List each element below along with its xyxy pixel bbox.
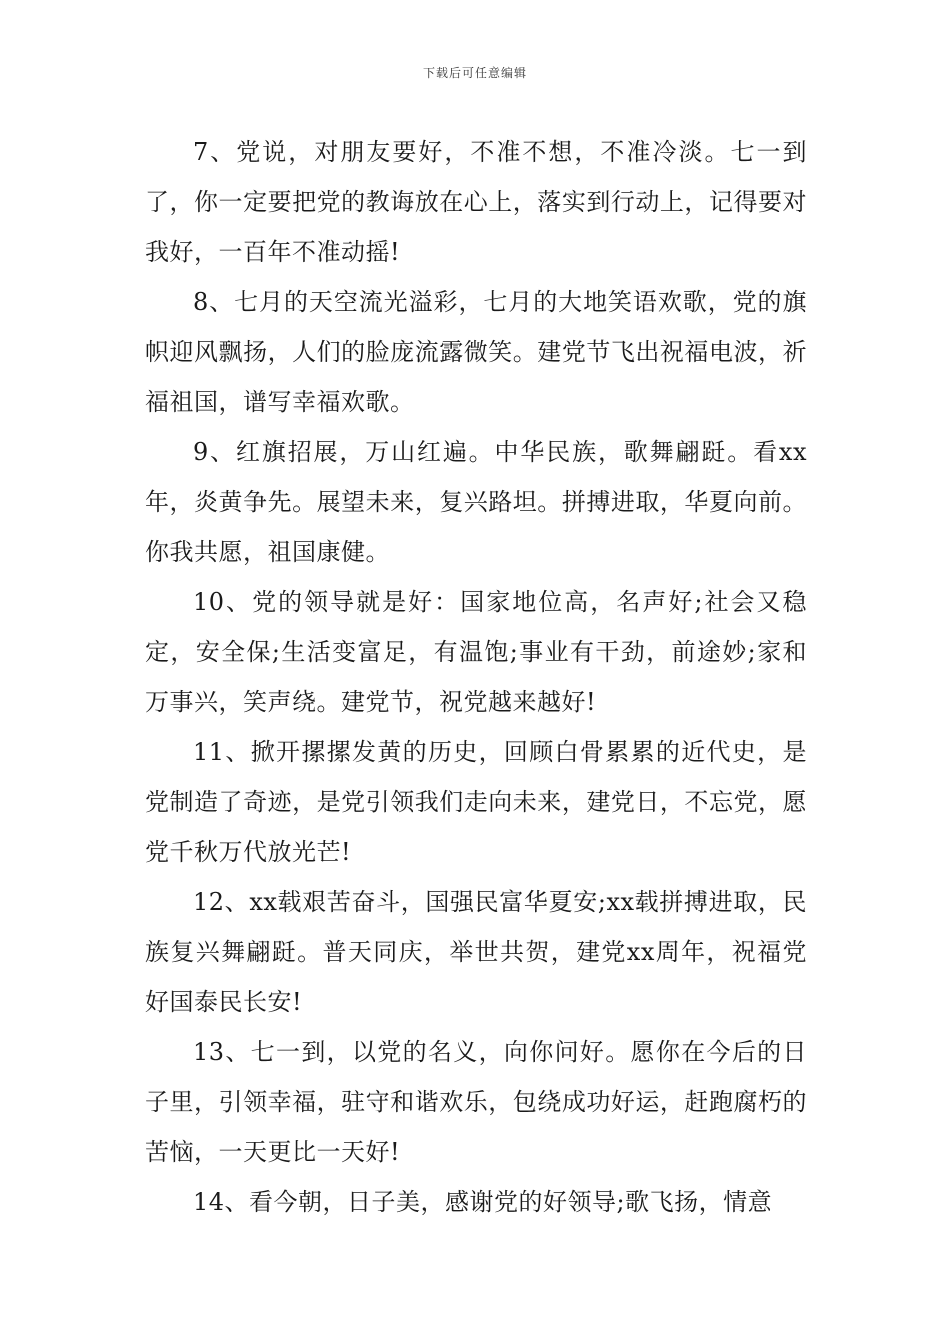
paragraph-13: 13、七一到，以党的名义，向你问好。愿你在今后的日子里，引领幸福，驻守和谐欢乐，包绕成功好运，赶跑腐朽的苦恼，一天更比一天好! — [145, 1038, 807, 1166]
paragraph-8: 8、七月的天空流光溢彩，七月的大地笑语欢歌，党的旗帜迎风飘扬，人们的脸庞流露微笑。建党节飞出祝福电波，祈福祖国，谱写幸福欢歌。 — [145, 288, 807, 416]
page-header: 下载后可任意编辑 — [422, 66, 527, 80]
paragraph-7: 7、党说，对朋友要好，不准不想，不准冷淡。七一到了，你一定要把党的教诲放在心上，落实到行动上，记得要对我好，一百年不准动摇! — [145, 138, 807, 266]
document-body — [145, 127, 807, 1227]
paragraph-12: 12、xx载艰苦奋斗，国强民富华夏安;xx载拼搏进取，民族复兴舞翩跹。普天同庆，举世共贺，建党xx周年，祝福党好国泰民长安! — [145, 888, 807, 1016]
paragraph-11: 11、掀开摞摞发黄的历史，回顾白骨累累的近代史，是党制造了奇迹，是党引领我们走向未来，建党日，不忘党，愿党千秋万代放光芒! — [145, 738, 807, 866]
paragraph-10: 10、党的领导就是好：国家地位高，名声好;社会又稳定，安全保;生活变富足，有温饱;事业有干劲，前途妙;家和万事兴，笑声绕。建党节，祝党越来越好! — [145, 588, 807, 716]
paragraph-14: 14、看今朝，日子美，感谢党的好领导;歌飞扬，情意 — [193, 1188, 773, 1216]
paragraph-9: 9、红旗招展，万山红遍。中华民族，歌舞翩跹。看xx年，炎黄争先。展望未来，复兴路坦。拼搏进取，华夏向前。你我共愿，祖国康健。 — [145, 438, 807, 566]
